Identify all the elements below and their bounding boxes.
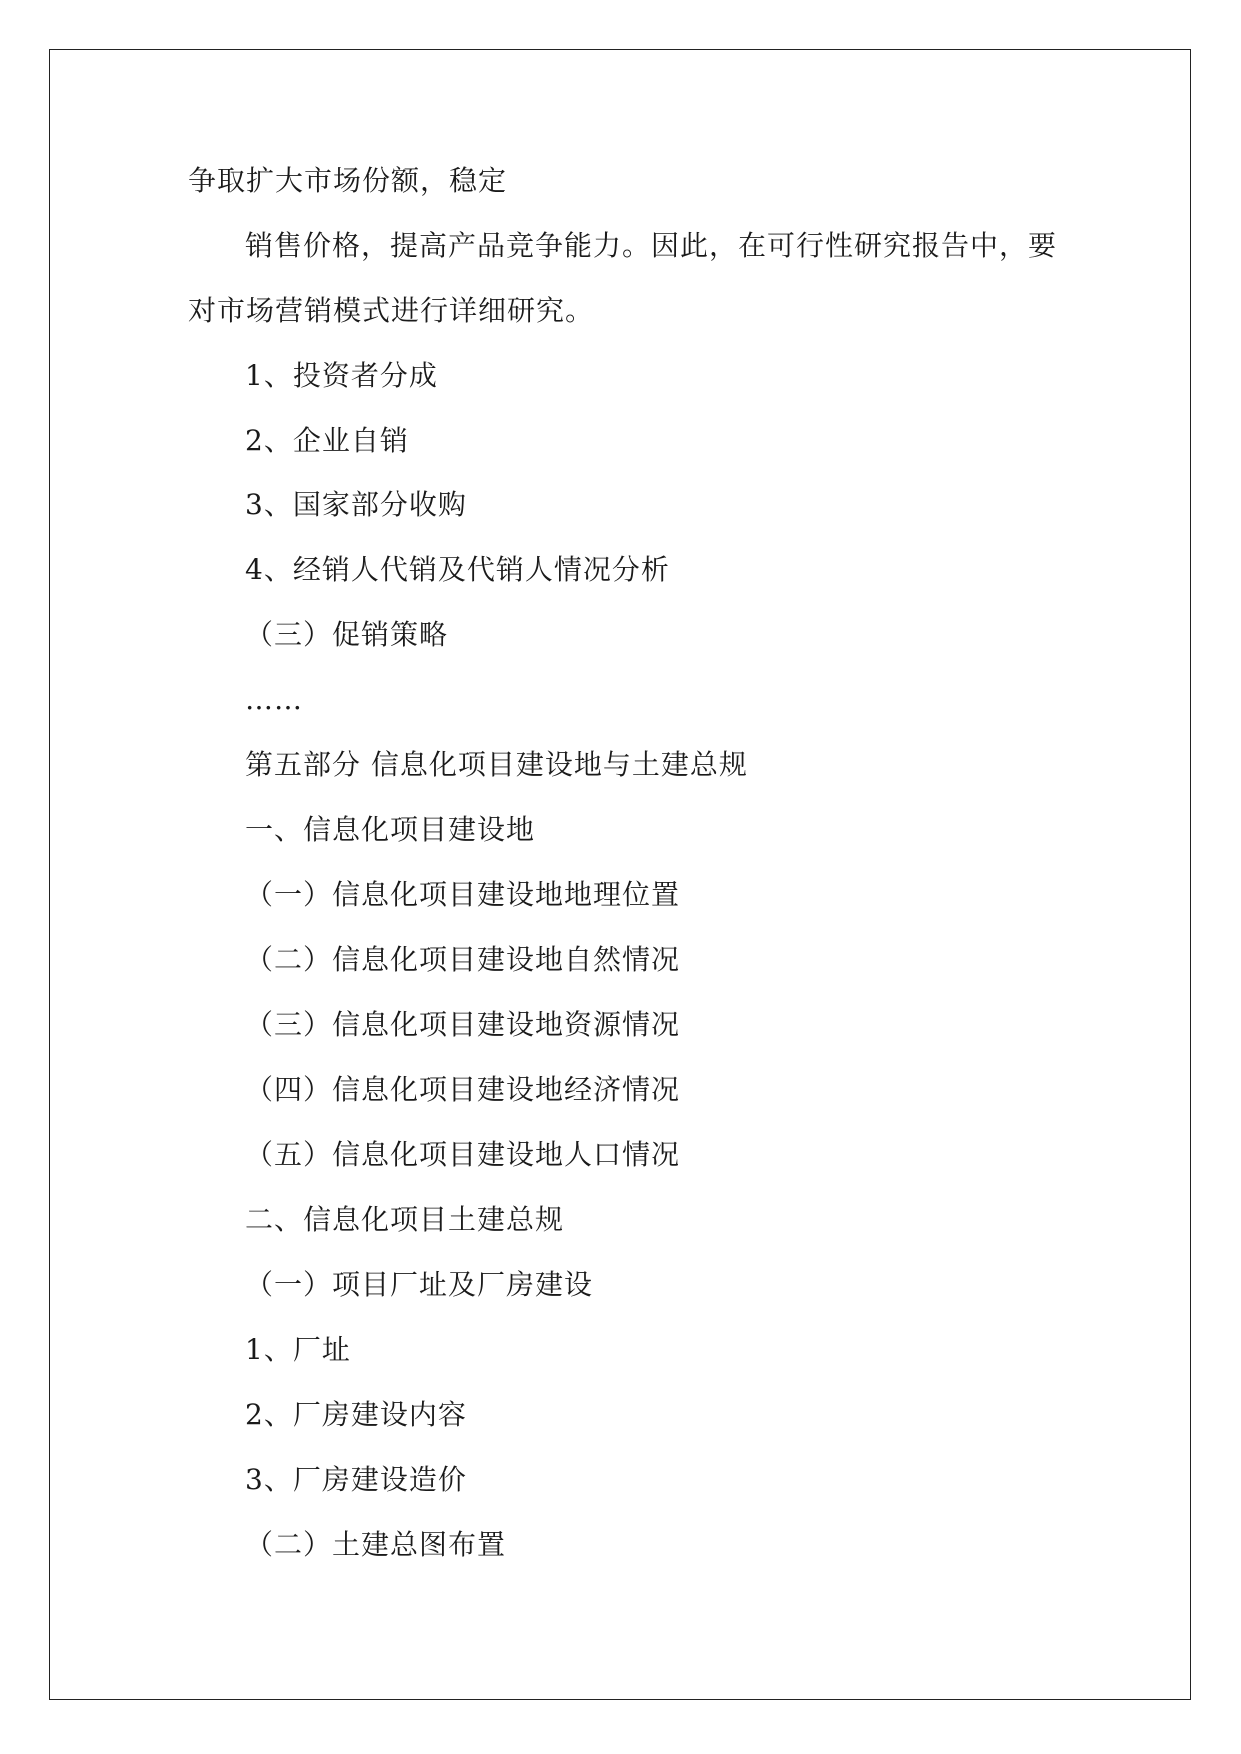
section-heading-site: 一、信息化项目建设地 — [245, 813, 536, 846]
subsection-nature: （二）信息化项目建设地自然情况 — [245, 943, 681, 976]
subsection-resources: （三）信息化项目建设地资源情况 — [245, 1008, 681, 1041]
section-heading-promotion: （三）促销策略 — [245, 618, 449, 651]
part-heading-five: 第五部分 信息化项目建设地与土建总规 — [245, 748, 748, 781]
paragraph-line-1: 争取扩大市场份额，稳定 — [188, 164, 508, 197]
list-item-state-purchase: 3、国家部分收购 — [245, 488, 467, 521]
section-heading-civil: 二、信息化项目土建总规 — [245, 1203, 565, 1236]
subsection-economy: （四）信息化项目建设地经济情况 — [245, 1073, 681, 1106]
list-item-site: 1、厂址 — [245, 1333, 351, 1366]
subsection-layout: （二）土建总图布置 — [245, 1528, 507, 1561]
list-item-building-cost: 3、厂房建设造价 — [245, 1463, 467, 1496]
list-item-building-content: 2、厂房建设内容 — [245, 1398, 467, 1431]
list-item-self-sale: 2、企业自销 — [245, 424, 409, 457]
paragraph-line-2: 销售价格，提高产品竞争能力。因此，在可行性研究报告中，要 — [245, 229, 1058, 262]
ellipsis: …… — [245, 683, 303, 716]
list-item-dealer-agency: 4、经销人代销及代销人情况分析 — [245, 553, 670, 586]
paragraph-line-3: 对市场营销模式进行详细研究。 — [188, 294, 595, 327]
subsection-population: （五）信息化项目建设地人口情况 — [245, 1138, 681, 1171]
subsection-location: （一）信息化项目建设地地理位置 — [245, 878, 681, 911]
list-item-investor-share: 1、投资者分成 — [245, 359, 438, 392]
subsection-plant-site: （一）项目厂址及厂房建设 — [245, 1268, 594, 1301]
